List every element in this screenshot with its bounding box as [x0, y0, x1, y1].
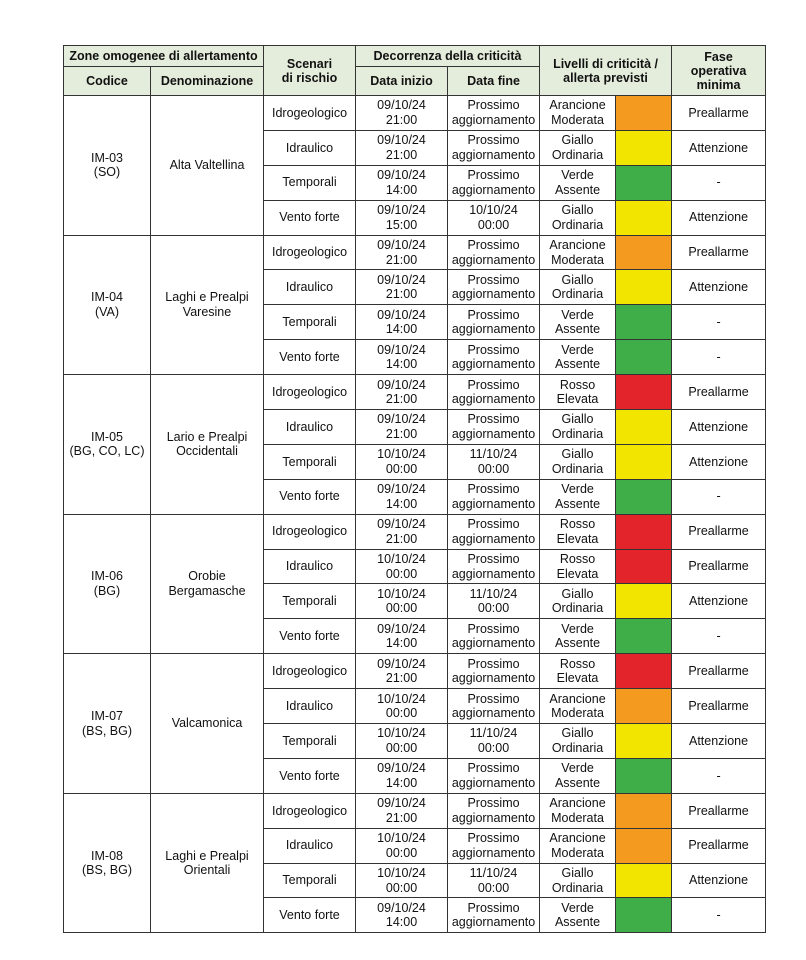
start-date-cell: 10/10/24 00:00 — [356, 584, 448, 619]
zone-name-cell: Valcamonica — [151, 654, 264, 794]
start-date-cell: 09/10/24 21:00 — [356, 235, 448, 270]
phase-cell: - — [672, 619, 766, 654]
phase-cell: - — [672, 340, 766, 375]
start-date-cell: 09/10/24 21:00 — [356, 514, 448, 549]
end-date-cell: Prossimo aggiornamento — [448, 828, 540, 863]
level-cell: Arancione Moderata — [540, 793, 616, 828]
scenario-cell: Temporali — [264, 584, 356, 619]
phase-cell: - — [672, 898, 766, 933]
phase-cell: Preallarme — [672, 375, 766, 410]
scenario-cell: Idrogeologico — [264, 793, 356, 828]
data-inizio-header: Data inizio — [356, 67, 448, 96]
phase-cell: Attenzione — [672, 410, 766, 445]
level-color-swatch — [616, 270, 672, 305]
level-color-swatch — [616, 235, 672, 270]
end-date-cell: Prossimo aggiornamento — [448, 340, 540, 375]
scenario-cell: Temporali — [264, 305, 356, 340]
start-date-cell: 09/10/24 14:00 — [356, 619, 448, 654]
end-date-cell: Prossimo aggiornamento — [448, 514, 540, 549]
table-row — [64, 96, 766, 131]
scenario-cell: Idrogeologico — [264, 514, 356, 549]
end-date-cell: 11/10/24 00:00 — [448, 724, 540, 759]
alert-table — [63, 45, 766, 933]
phase-cell: - — [672, 305, 766, 340]
scenario-cell: Temporali — [264, 444, 356, 479]
start-date-cell: 10/10/24 00:00 — [356, 549, 448, 584]
scenario-cell: Temporali — [264, 165, 356, 200]
scenario-cell: Temporali — [264, 863, 356, 898]
end-date-cell: Prossimo aggiornamento — [448, 130, 540, 165]
phase-cell: Preallarme — [672, 828, 766, 863]
level-cell: Verde Assente — [540, 165, 616, 200]
scenario-cell: Idraulico — [264, 270, 356, 305]
fase-header: Fase operativa minima — [672, 46, 766, 96]
zone-name-cell: Orobie Bergamasche — [151, 514, 264, 654]
level-cell: Verde Assente — [540, 340, 616, 375]
scenario-cell: Idrogeologico — [264, 375, 356, 410]
start-date-cell: 09/10/24 21:00 — [356, 130, 448, 165]
zone-code-cell: IM-08 (BS, BG) — [64, 793, 151, 933]
zone-group-header: Zone omogenee di allertamento — [64, 46, 264, 67]
scenario-cell: Idrogeologico — [264, 235, 356, 270]
codice-header: Codice — [64, 67, 151, 96]
phase-cell: Preallarme — [672, 689, 766, 724]
phase-cell: Attenzione — [672, 584, 766, 619]
level-color-swatch — [616, 654, 672, 689]
scenario-cell: Vento forte — [264, 479, 356, 514]
end-date-cell: 11/10/24 00:00 — [448, 863, 540, 898]
phase-cell: Preallarme — [672, 514, 766, 549]
level-color-swatch — [616, 758, 672, 793]
level-cell: Giallo Ordinaria — [540, 584, 616, 619]
level-cell: Verde Assente — [540, 305, 616, 340]
level-color-swatch — [616, 828, 672, 863]
scenario-cell: Vento forte — [264, 340, 356, 375]
level-cell: Giallo Ordinaria — [540, 130, 616, 165]
table-row — [64, 375, 766, 410]
start-date-cell: 09/10/24 14:00 — [356, 340, 448, 375]
start-date-cell: 09/10/24 15:00 — [356, 200, 448, 235]
end-date-cell: 11/10/24 00:00 — [448, 444, 540, 479]
end-date-cell: Prossimo aggiornamento — [448, 375, 540, 410]
start-date-cell: 10/10/24 00:00 — [356, 724, 448, 759]
scenario-cell: Vento forte — [264, 619, 356, 654]
level-cell: Arancione Moderata — [540, 689, 616, 724]
level-cell: Verde Assente — [540, 898, 616, 933]
end-date-cell: Prossimo aggiornamento — [448, 96, 540, 131]
data-fine-header: Data fine — [448, 67, 540, 96]
zone-code-cell: IM-07 (BS, BG) — [64, 654, 151, 794]
denominazione-header: Denominazione — [151, 67, 264, 96]
scenario-cell: Idraulico — [264, 130, 356, 165]
level-cell: Verde Assente — [540, 479, 616, 514]
level-cell: Rosso Elevata — [540, 654, 616, 689]
phase-cell: Preallarme — [672, 549, 766, 584]
start-date-cell: 09/10/24 14:00 — [356, 758, 448, 793]
end-date-cell: Prossimo aggiornamento — [448, 654, 540, 689]
start-date-cell: 09/10/24 21:00 — [356, 375, 448, 410]
phase-cell: Preallarme — [672, 654, 766, 689]
phase-cell: Attenzione — [672, 270, 766, 305]
scenario-cell: Vento forte — [264, 200, 356, 235]
phase-cell: Attenzione — [672, 200, 766, 235]
phase-cell: - — [672, 165, 766, 200]
end-date-cell: Prossimo aggiornamento — [448, 619, 540, 654]
start-date-cell: 09/10/24 14:00 — [356, 479, 448, 514]
zone-name-cell: Laghi e Prealpi Varesine — [151, 235, 264, 375]
level-cell: Arancione Moderata — [540, 235, 616, 270]
scenario-cell: Idraulico — [264, 828, 356, 863]
level-color-swatch — [616, 724, 672, 759]
phase-cell: Attenzione — [672, 863, 766, 898]
scenario-cell: Idrogeologico — [264, 654, 356, 689]
level-color-swatch — [616, 375, 672, 410]
start-date-cell: 10/10/24 00:00 — [356, 863, 448, 898]
phase-cell: Preallarme — [672, 235, 766, 270]
level-color-swatch — [616, 130, 672, 165]
level-color-swatch — [616, 619, 672, 654]
end-date-cell: Prossimo aggiornamento — [448, 758, 540, 793]
end-date-cell: Prossimo aggiornamento — [448, 689, 540, 724]
end-date-cell: Prossimo aggiornamento — [448, 793, 540, 828]
end-date-cell: Prossimo aggiornamento — [448, 549, 540, 584]
zone-name-cell: Lario e Prealpi Occidentali — [151, 375, 264, 515]
level-cell: Verde Assente — [540, 758, 616, 793]
scenario-cell: Vento forte — [264, 758, 356, 793]
scenario-cell: Temporali — [264, 724, 356, 759]
end-date-cell: Prossimo aggiornamento — [448, 165, 540, 200]
level-color-swatch — [616, 863, 672, 898]
zone-code-cell: IM-06 (BG) — [64, 514, 151, 654]
start-date-cell: 09/10/24 14:00 — [356, 165, 448, 200]
level-color-swatch — [616, 479, 672, 514]
end-date-cell: Prossimo aggiornamento — [448, 410, 540, 445]
alert-table-sheet — [63, 45, 766, 933]
level-cell: Giallo Ordinaria — [540, 444, 616, 479]
end-date-cell: Prossimo aggiornamento — [448, 898, 540, 933]
level-cell: Rosso Elevata — [540, 549, 616, 584]
scenari-header: Scenari di rischio — [264, 46, 356, 96]
level-color-swatch — [616, 96, 672, 131]
phase-cell: Attenzione — [672, 444, 766, 479]
phase-cell: - — [672, 758, 766, 793]
level-color-swatch — [616, 165, 672, 200]
level-cell: Rosso Elevata — [540, 375, 616, 410]
level-color-swatch — [616, 410, 672, 445]
zone-code-cell: IM-05 (BG, CO, LC) — [64, 375, 151, 515]
start-date-cell: 10/10/24 00:00 — [356, 828, 448, 863]
phase-cell: Preallarme — [672, 96, 766, 131]
level-color-swatch — [616, 340, 672, 375]
zone-name-cell: Laghi e Prealpi Orientali — [151, 793, 264, 933]
start-date-cell: 09/10/24 21:00 — [356, 410, 448, 445]
zone-code-cell: IM-03 (SO) — [64, 96, 151, 236]
decorrenza-header: Decorrenza della criticità — [356, 46, 540, 67]
level-cell: Verde Assente — [540, 619, 616, 654]
livelli-header: Livelli di criticità / allerta previsti — [540, 46, 672, 96]
level-cell: Giallo Ordinaria — [540, 270, 616, 305]
end-date-cell: Prossimo aggiornamento — [448, 235, 540, 270]
level-cell: Giallo Ordinaria — [540, 200, 616, 235]
level-color-swatch — [616, 305, 672, 340]
scenario-cell: Idraulico — [264, 549, 356, 584]
level-cell: Giallo Ordinaria — [540, 724, 616, 759]
scenario-cell: Idrogeologico — [264, 96, 356, 131]
start-date-cell: 09/10/24 21:00 — [356, 793, 448, 828]
table-row — [64, 793, 766, 828]
level-color-swatch — [616, 549, 672, 584]
zone-name-cell: Alta Valtellina — [151, 96, 264, 236]
start-date-cell: 09/10/24 14:00 — [356, 898, 448, 933]
end-date-cell: Prossimo aggiornamento — [448, 479, 540, 514]
level-cell: Rosso Elevata — [540, 514, 616, 549]
start-date-cell: 09/10/24 21:00 — [356, 270, 448, 305]
end-date-cell: 10/10/24 00:00 — [448, 200, 540, 235]
level-color-swatch — [616, 793, 672, 828]
table-row — [64, 514, 766, 549]
level-cell: Arancione Moderata — [540, 96, 616, 131]
scenario-cell: Idraulico — [264, 410, 356, 445]
table-header — [64, 46, 766, 96]
level-cell: Giallo Ordinaria — [540, 410, 616, 445]
level-cell: Giallo Ordinaria — [540, 863, 616, 898]
phase-cell: Attenzione — [672, 724, 766, 759]
start-date-cell: 09/10/24 21:00 — [356, 654, 448, 689]
level-color-swatch — [616, 584, 672, 619]
level-color-swatch — [616, 898, 672, 933]
level-color-swatch — [616, 444, 672, 479]
phase-cell: Attenzione — [672, 130, 766, 165]
end-date-cell: 11/10/24 00:00 — [448, 584, 540, 619]
level-color-swatch — [616, 514, 672, 549]
end-date-cell: Prossimo aggiornamento — [448, 270, 540, 305]
level-color-swatch — [616, 689, 672, 724]
start-date-cell: 09/10/24 14:00 — [356, 305, 448, 340]
start-date-cell: 10/10/24 00:00 — [356, 689, 448, 724]
phase-cell: - — [672, 479, 766, 514]
start-date-cell: 10/10/24 00:00 — [356, 444, 448, 479]
zone-code-cell: IM-04 (VA) — [64, 235, 151, 375]
table-row — [64, 654, 766, 689]
table-body — [64, 96, 766, 933]
scenario-cell: Idraulico — [264, 689, 356, 724]
level-cell: Arancione Moderata — [540, 828, 616, 863]
level-color-swatch — [616, 200, 672, 235]
start-date-cell: 09/10/24 21:00 — [356, 96, 448, 131]
scenario-cell: Vento forte — [264, 898, 356, 933]
table-row — [64, 235, 766, 270]
phase-cell: Preallarme — [672, 793, 766, 828]
end-date-cell: Prossimo aggiornamento — [448, 305, 540, 340]
